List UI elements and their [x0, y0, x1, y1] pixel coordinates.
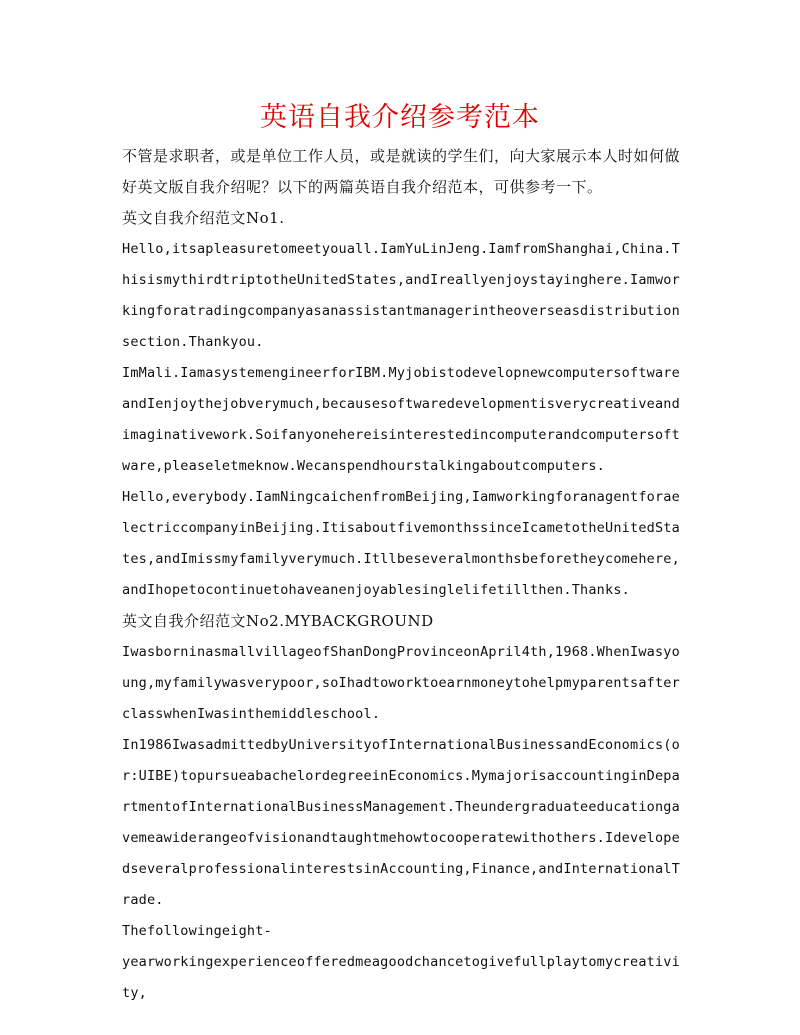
paragraph-education: In1986IwasadmittedbyUniversityofInternationalBusinessandEconomics(or:UIBE)topursueabachelordegreeinEconomics.MymajorisaccountinginDepartmentofInternationalBusinessManagement.Theundergraduateeducationgavemeawiderangeofvisionandtaughtmehowtocooperatewithothers.IdevelopedseveralprofessionalinterestsinAccounting,Finance,andInternationalTrade.	[122, 737, 680, 908]
document-body	[122, 141, 682, 1009]
paragraph-experience: yearworkingexperienceofferedmeagoodchancetogivefullplaytomycreativity,	[122, 954, 680, 1001]
paragraph-ningcaichen: Hello,everybody.IamNingcaichenfromBeijing,IamworkingforanagentforaelectriccompanyinBeijing.ItisaboutfivemonthssinceIcametotheUnitedStates,andImissmyfamilyverymuch.Itllbeseveralmonthsbeforetheycomehere,andIhopetocontinuetohaveanenjoyablesinglelifetillthen.Thanks.	[122, 489, 680, 598]
intro-paragraph: 不管是求职者，或是单位工作人员，或是就读的学生们，向大家展示本人时如何做好英文版自我介绍呢？以下的两篇英语自我介绍范本，可供参考一下。	[122, 147, 681, 196]
paragraph-yulinjeng: Hello,itsapleasuretomeetyouall.IamYuLinJeng.IamfromShanghai,China.ThisismythirdtriptotheUnitedStates,andIreallyenjoystayinghere.Iamworkingforatradingcompanyasanassistantmanagerintheoverseasdistributionsection.Thankyou.	[122, 241, 680, 350]
section-heading-no2: 英文自我介绍范文No2.MYBACKGROUND	[122, 612, 434, 630]
section-heading-no1: 英文自我介绍范文No1.	[122, 209, 285, 227]
paragraph-mali: ImMali.IamasystemengineerforIBM.MyjobistodevelopnewcomputersoftwareandIenjoythejobverymuch,becausesoftwaredevelopmentisverycreativeandimaginativework.Soifanyonehereisinterestedincomputerandcomputersoftware,pleaseletmeknow.Wecanspendhourstalkingaboutcomputers.	[122, 365, 680, 474]
paragraph-background: IwasborninasmallvillageofShanDongProvinceonApril4th,1968.WhenIwasyoung,myfamilywasverypoor,soIhadtoworktoearnmoneytohelpmyparentsafterclasswhenIwasinthemiddleschool.	[122, 644, 680, 722]
paragraph-following: Thefollowingeight-	[122, 923, 272, 939]
document-title: 英语自我介绍参考范本	[260, 102, 540, 133]
